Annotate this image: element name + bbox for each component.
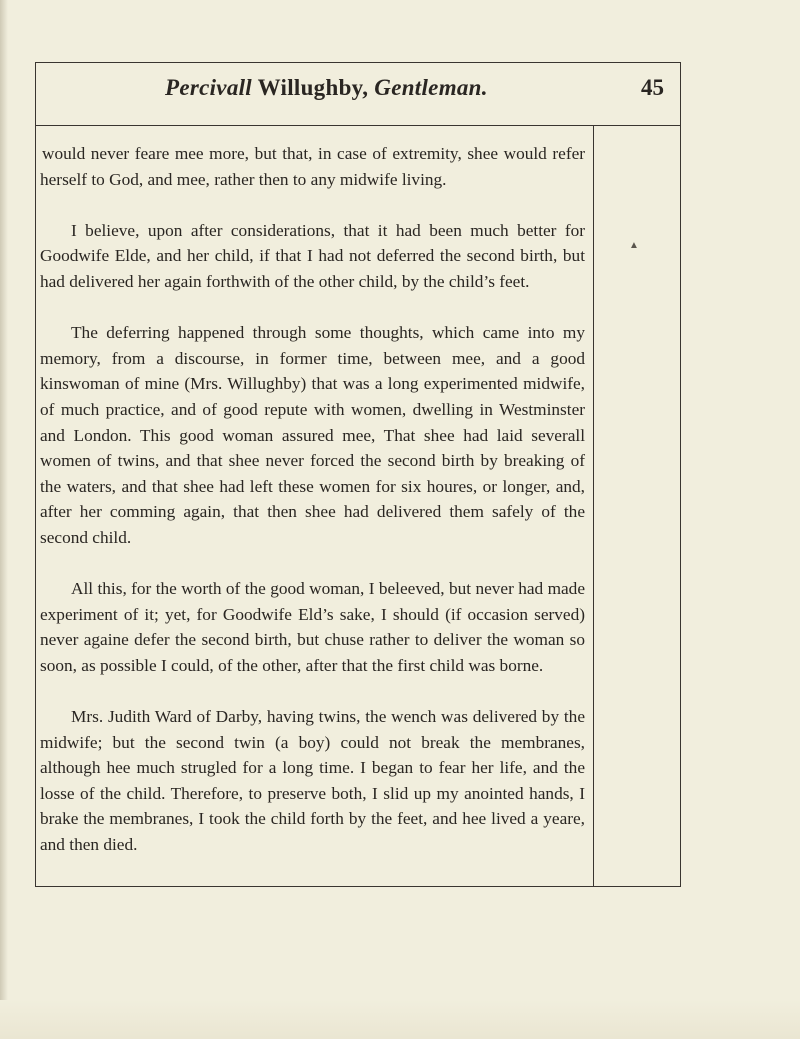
page-bottom-shade [0,1000,800,1039]
margin-caret-mark: ▲ [629,240,639,251]
paragraph: Mrs. Judith Ward of Darby, having twins, the wench was delivered by the midwife; but the second twin (a boy) could not break the membranes, although hee much strugled for a long time. I began to fear her life, and the losse of the child. Therefore, to preserve both, I slid up my anointed hands, I brake the membranes, I took the child forth by the feet, and hee lived a yeare, and then died. [40,707,585,855]
page-edge-shadow [0,0,8,1039]
running-head-title: Gentleman. [374,75,488,100]
margin-column-rule [593,125,594,886]
paragraph: The deferring happened through some thoughts, which came into my memory, from a discourse, in former time, between mee, and a good kinswoman of mine (Mrs. Willughby) that was a long experimented midwife, of much practice, and of good repute with women, dwelling in Westminster and London. This good woman assured mee, That shee had laid severall women of twins, and that shee never forced the second birth by breaking of the waters, and that shee had left these women for six houres, or longer, and, after her comming again, that then shee had delivered them safely of the second child. [40,323,585,547]
page-number: 45 [641,75,664,100]
paragraph: I believe, upon after considerations, that it had been much better for Goodwife Elde, and her child, if that I had not deferred the second birth, but had delivered her again forthwith of the other child, by the child’s feet. [40,220,585,291]
running-head-name: Percivall [165,75,252,100]
running-head [165,75,488,101]
paragraph: would never feare mee more, but that, in case of extremity, shee would refer herself to God, and mee, rather then to any midwife living. [40,144,585,189]
paragraph: All this, for the worth of the good woman, I beleeved, but never had made experiment of it; yet, for Goodwife Eld’s sake, I should (if occasion served) never againe defer the second birth, but chuse rather to deliver the woman so soon, as possible I could, of the other, after that the first child was borne. [40,579,585,675]
header-rule [35,125,681,126]
body-text [40,141,585,858]
running-head-surname: Willughby, [252,75,375,100]
